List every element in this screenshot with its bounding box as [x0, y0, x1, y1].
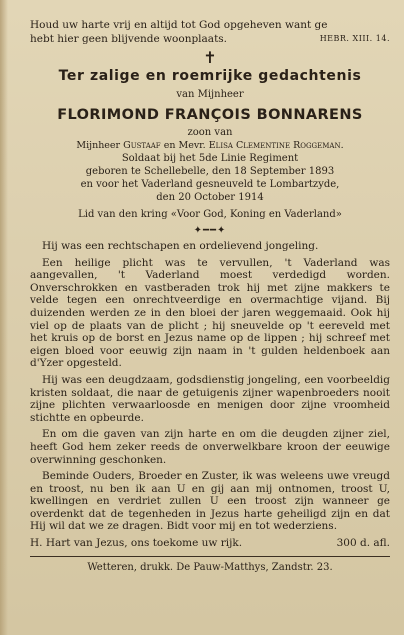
eulogy-paragraph: Hij was een rechtschapen en ordelievend jongeling. [42, 240, 319, 252]
indulgence-prayer: H. Hart van Jezus, ons toekome uw rijk. [30, 537, 243, 550]
epigraph-text: hebt hier geen blijvende woonplaats. [30, 33, 228, 45]
parents-conjunction: en Mevr. [163, 140, 206, 151]
epigraph-reference: HEBR. XIII. 14. [319, 34, 390, 43]
eulogy-paragraph: Hij was een deugdzaam, godsdienstig jongeling, een voorbeeldig kristen soldaat, die naar de getuigenis zijner wapenbroeders nooit zijne plichten verwaarloosde en menigen door zijne vroomheid stichtte en opbeurde. [30, 373, 390, 424]
ornament-divider: ✦━━✦ [193, 225, 227, 236]
parents-line [30, 139, 390, 152]
death-line-2: den 20 October 1914 [156, 192, 264, 203]
parents-prefix: Mijnheer [76, 140, 121, 151]
epigraph-line-2 [30, 32, 390, 46]
soldier-line: Soldaat bij het 5de Linie Regiment [121, 153, 299, 164]
member-line: Lid van den kring «Voor God, Koning en Vaderland» [78, 209, 342, 220]
eulogy-paragraph: Beminde Ouders, Broeder en Zuster, ik was weleens uwe vreugd en troost, nu ben ik aan U en gij aan mij ontnomen, troost U, kwellingen en verdriet zullen U een troost zijn wanneer ge overdenkt dat de tegenheden in Jezus harte geheiligd zijn en dat Hij wil dat we ze dragen. Bidt voor mij en tot wederziens. [30, 470, 390, 533]
indulgence-days: 300 d. afl. [336, 537, 390, 550]
indulgence-line [30, 537, 390, 550]
death-line-1: en voor het Vaderland gesneuveld te Lombartzyde, [80, 179, 340, 190]
epigraph [30, 18, 390, 46]
epigraph-line-1: Houd uw harte vrij en altijd tot God opgeheven want ge [30, 19, 328, 31]
memorial-heading: Ter zalige en roemrijke gedachtenis [58, 68, 362, 84]
son-of-line: zoon van [187, 127, 233, 138]
deceased-name: FLORIMOND FRANÇOIS BONNARENS [57, 107, 363, 123]
eulogy-paragraph: En om die gaven van zijn harte en om die deugden zijner ziel, heeft God hem zeker reeds de onverwelkbare kroon der eeuwige overwinning geschonken. [30, 428, 390, 466]
cross-icon: ✝ [203, 48, 217, 67]
eulogy-text [30, 240, 390, 533]
service-details [30, 152, 390, 221]
eulogy-paragraph: Een heilige plicht was te vervullen, 't Vaderland was aangevallen, 't Vaderland moest verdedigd worden. Onverschrokken en vastberaden trok hij met zijne makkers te velde tegen een onrechtveerdige en overmachtige vijand. Bij duizenden werden ze in den bloei der jaren weggemaaid. Ook hij viel op de plaats van de plicht ; hij sneuvelde op 't eereveld met het kruis op de borst en Jezus name op de lippen ; hij schreef met eigen bloed voor eeuwig zijn naam in 't gulden heldenboek aan d'Yzer opgesteld. [30, 256, 390, 370]
divider-rule [30, 556, 390, 557]
of-sir-line: van Mijnheer [176, 89, 244, 100]
mother-name: Elisa Clementine Roggeman. [208, 140, 344, 151]
father-name: Gustaaf [123, 140, 161, 151]
birth-line: geboren te Schellebelle, den 18 September 1893 [85, 166, 335, 177]
printer-line: Wetteren, drukk. De Pauw-Matthys, Zandstr. 23. [87, 562, 333, 574]
